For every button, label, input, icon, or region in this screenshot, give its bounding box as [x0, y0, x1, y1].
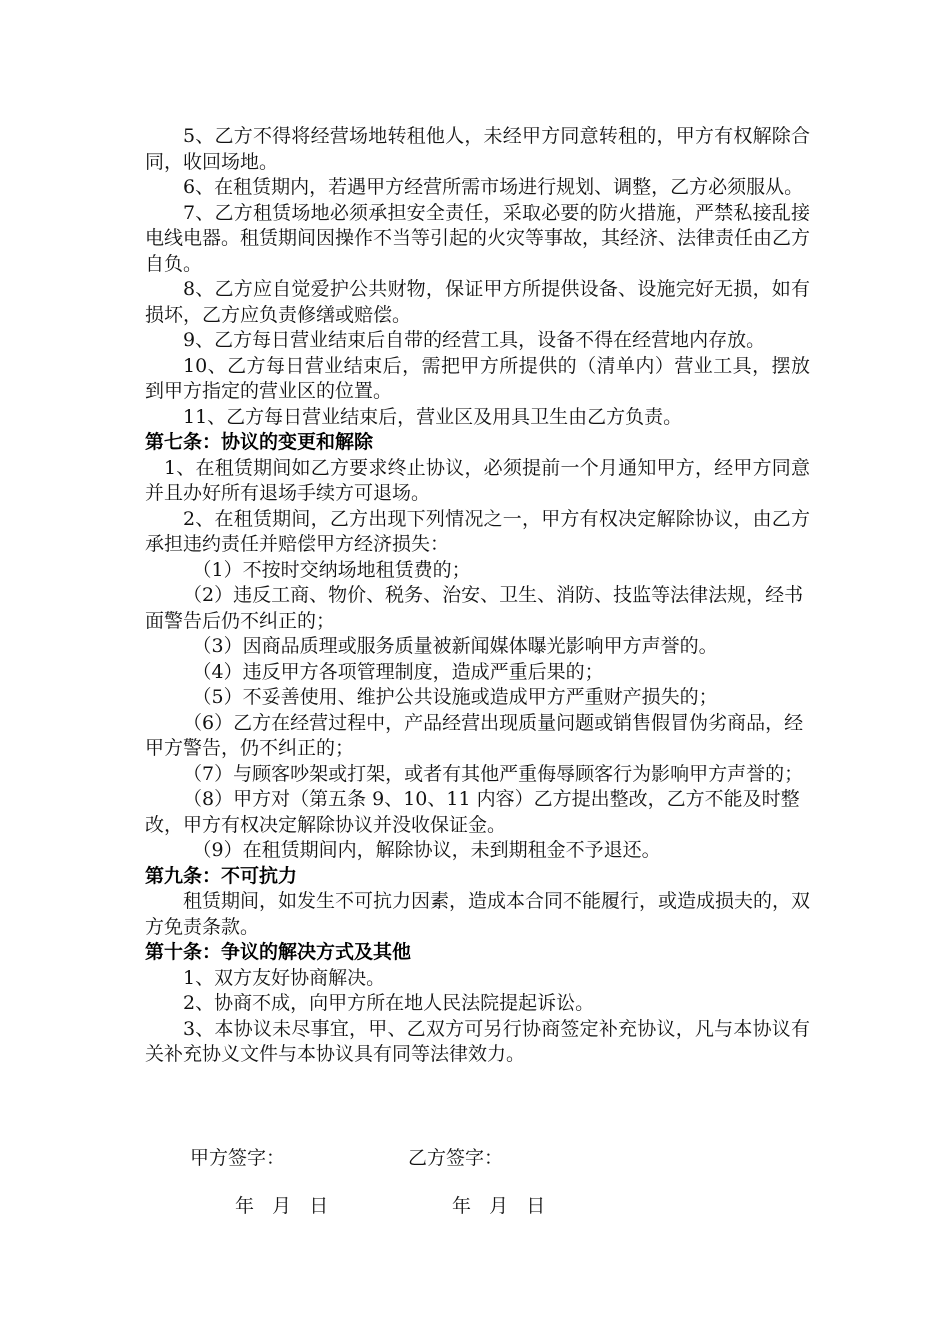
article-7-paragraph-2: 2、在租赁期间，乙方出现下列情况之一，甲方有权决定解除协议，由乙方承担违约责任并赔偿甲方经济损失：	[145, 507, 810, 555]
article-7-item-9: （9）在租赁期间内，解除协议，未到期租金不予退还。	[192, 839, 661, 861]
article-10-item-2: 2、协商不成，向甲方所在地人民法院提起诉讼。	[183, 992, 595, 1014]
article-9-paragraph: 租赁期间，如发生不可抗力因素，造成本合同不能履行，或造成损夫的，双方免责条款。	[145, 890, 811, 938]
contract-body	[145, 124, 810, 1068]
clause-11: 11、乙方每日营业结束后，营业区及用具卫生由乙方负责。	[183, 405, 683, 428]
article-7-item-4: （4）违反甲方各项管理制度，造成严重后果的；	[192, 660, 604, 683]
clause-5: 5、乙方不得将经营场地转租他人，未经甲方同意转租的，甲方有权解除合同，收回场地。	[145, 125, 810, 173]
clause-8: 8、乙方应自觉爱护公共财物，保证甲方所提供设备、设施完好无损，如有损坏，乙方应负责修缮或赔偿。	[145, 278, 810, 326]
article-7-item-2: （2）违反工商、物价、税务、治安、卫生、消防、技监等法律法规，经书面警告后仍不纠正的；	[145, 584, 804, 632]
article-9-heading: 第九条：不可抗力	[145, 864, 298, 887]
article-7-heading: 第七条：协议的变更和解除	[145, 431, 374, 453]
article-7-item-1: （1）不按时交纳场地租赁费的；	[192, 558, 471, 581]
article-10-item-3: 3、本协议未尽事宜，甲、乙双方可另行协商签定补充协议，凡与本协议有关补充协义文件与本协议具有同等法律效力。	[145, 1017, 810, 1065]
party-a-signature-label: 甲方签字：	[190, 1147, 286, 1169]
article-10-item-1: 1、双方友好协商解决。	[183, 966, 386, 989]
article-7-item-3: （3）因商品质理或服务质量被新闻媒体曝光影响甲方声誉的。	[192, 635, 718, 657]
article-7-item-7: （7）与顾客吵架或打架，或者有其他严重侮辱顾客行为影响甲方声誉的；	[183, 762, 804, 785]
clause-6: 6、在租赁期内，若遇甲方经营所需市场进行规划、调整，乙方必须服从。	[183, 176, 804, 198]
clause-10: 10、乙方每日营业结束后，需把甲方所提供的（清单内）营业工具，摆放到甲方指定的营业区的位置。	[145, 354, 810, 402]
party-b-date: 年 月 日	[452, 1195, 546, 1217]
clause-7: 7、乙方租赁场地必须承担安全责任，采取必要的防火措施，严禁私接乱接电线电器。租赁期间因操作不当等引起的火灾等事故，其经济、法律责任由乙方自负。	[145, 201, 811, 275]
article-7-item-5: （5）不妥善使用、维护公共设施或造成甲方严重财产损失的；	[192, 686, 718, 708]
clause-9: 9、乙方每日营业结束后自带的经营工具，设备不得在经营地内存放。	[183, 329, 766, 351]
article-7-item-8: （8）甲方对（第五条 9、10、11 内容）乙方提出整改，乙方不能及时整改，甲方有权决定解除协议并没收保证金。	[145, 788, 800, 836]
party-b-signature-label: 乙方签字：	[408, 1147, 504, 1169]
article-7-paragraph-1: 1、在租赁期间如乙方要求终止协议，必须提前一个月通知甲方，经甲方同意并且办好所有退场手续方可退场。	[145, 456, 810, 504]
article-10-heading: 第十条：争议的解决方式及其他	[145, 941, 412, 963]
article-7-item-6: （6）乙方在经营过程中，产品经营出现质量问题或销售假冒伪劣商品，经甲方警告，仍不纠正的；	[145, 711, 804, 759]
party-a-date: 年 月 日	[235, 1195, 329, 1217]
